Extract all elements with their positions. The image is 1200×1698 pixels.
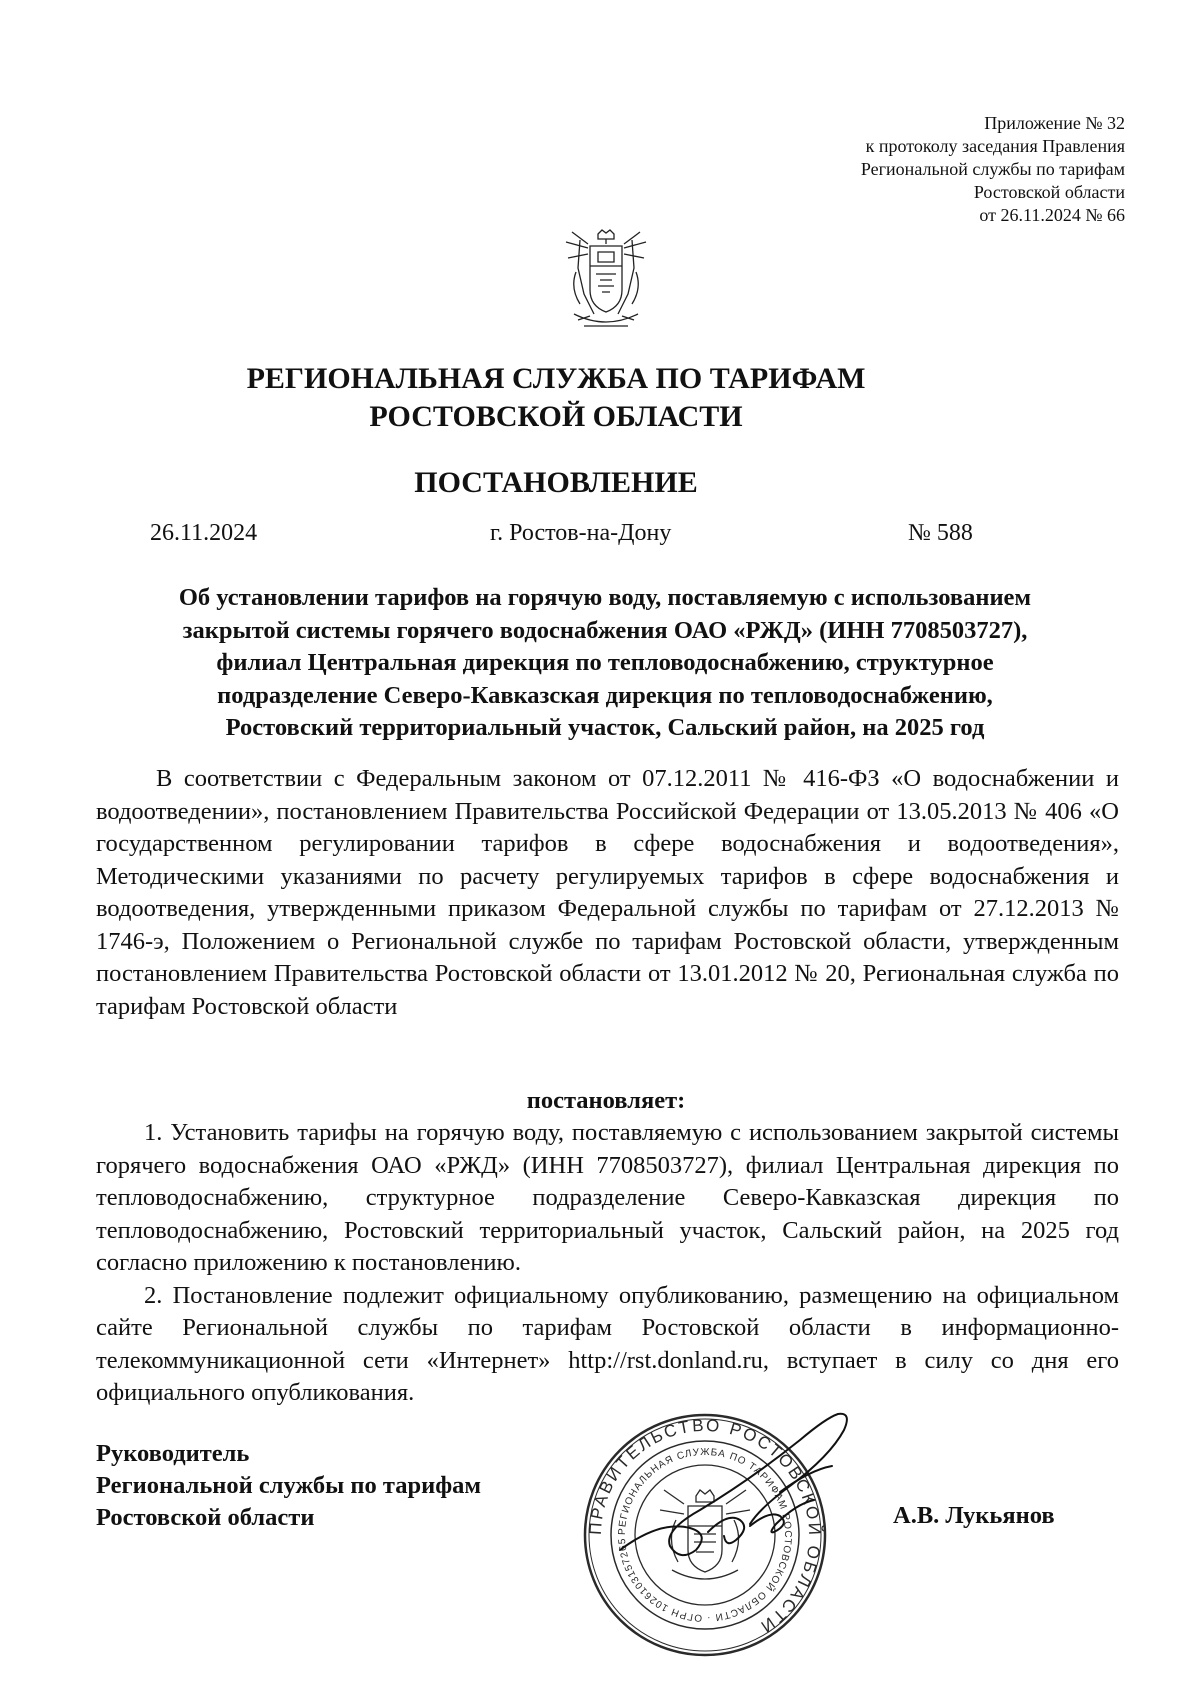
resolution-item: 2. Постановление подлежит официальному опубликованию, размещению на официальном сайте Региональной службы по тарифам Ростовской области в информационно-телекоммуникационной сети «Интернет» http://rst.donland.ru, вступает в силу со дня его официального опубликования.: [96, 1281, 1119, 1406]
resolution-items: [96, 1117, 1119, 1410]
appendix-line: Приложение № 32: [984, 113, 1125, 133]
signer-position-line: Руководитель: [96, 1440, 250, 1467]
resolution-item: 1. Установить тарифы на горячую воду, поставляемую с использованием закрытой системы горячего водоснабжения ОАО «РЖД» (ИНН 7708503727), филиал Центральная дирекция по тепловодоснабжению, структурное подразделение Северо-Кавказская дирекция по тепловодоснабжению, Ростовский территориальный участок, Сальский район, на 2025 год согласно приложению к постановлению.: [96, 1119, 1119, 1276]
subject-line: Ростовский территориальный участок, Сальский район, на 2025 год: [225, 714, 985, 741]
subject-line: филиал Центральная дирекция по тепловодоснабжению, структурное: [216, 649, 994, 676]
coat-of-arms-icon: [558, 228, 654, 332]
appendix-line: от 26.11.2024 № 66: [979, 205, 1125, 225]
document-subject: [90, 582, 1120, 745]
resolves-heading: постановляет:: [526, 1087, 686, 1114]
signer-position-line: Региональной службы по тарифам: [96, 1472, 482, 1499]
preamble: [96, 763, 1119, 1023]
document-date: 26.11.2024: [150, 520, 258, 546]
appendix-line: к протоколу заседания Правления: [865, 136, 1125, 156]
signer-position-line: Ростовской области: [96, 1504, 315, 1531]
document-number: № 588: [908, 520, 973, 546]
stamp-inner-text: РЕГИОНАЛЬНАЯ СЛУЖБА ПО ТАРИФАМ РОСТОВСКОЙ ОБЛАСТИ · ОГРН 1026103157265: [616, 1446, 794, 1624]
subject-line: закрытой системы горячего водоснабжения ОАО «РЖД» (ИНН 7708503727),: [182, 616, 1028, 644]
organization-line: РЕГИОНАЛЬНАЯ СЛУЖБА ПО ТАРИФАМ: [246, 362, 866, 395]
appendix-line: Региональной службы по тарифам: [860, 159, 1125, 179]
organization-line: РОСТОВСКОЙ ОБЛАСТИ: [369, 400, 743, 433]
signer-position: [96, 1438, 481, 1534]
appendix-line: Ростовской области: [973, 182, 1125, 202]
document-city: г. Ростов-на-Дону: [490, 520, 672, 546]
appendix-note: [861, 112, 1125, 227]
stamp-outer-text: ПРАВИТЕЛЬСТВО РОСТОВСКОЙ ОБЛАСТИ: [585, 1415, 825, 1638]
preamble-paragraph: В соответствии с Федеральным законом от 07.12.2011 № 416-ФЗ «О водоснабжении и водоотведении», постановлением Правительства Российской Федерации от 13.05.2013 № 406 «О государственном регулировании тарифов в сфере водоснабжения и водоотведения», Методическими указаниями по расчету регулируемых тарифов в сфере водоснабжения и водоотведения, утвержденными приказом Федеральной службы по тарифам от 27.12.2013 № 1746-э, Положением о Региональной службе по тарифам Ростовской области, утвержденным постановлением Правительства Ростовской области от 13.01.2012 № 20, Региональная служба по тарифам Ростовской области: [96, 765, 1119, 1020]
handwritten-signature: [600, 1400, 880, 1580]
signer-name: А.В. Лукьянов: [893, 1502, 1055, 1529]
subject-line: Об установлении тарифов на горячую воду, поставляемую с использованием: [178, 584, 1032, 611]
document-type: ПОСТАНОВЛЕНИЕ: [414, 466, 698, 499]
organization-title: [0, 360, 1112, 436]
subject-line: подразделение Северо-Кавказская дирекция по тепловодоснабжению,: [217, 681, 993, 709]
